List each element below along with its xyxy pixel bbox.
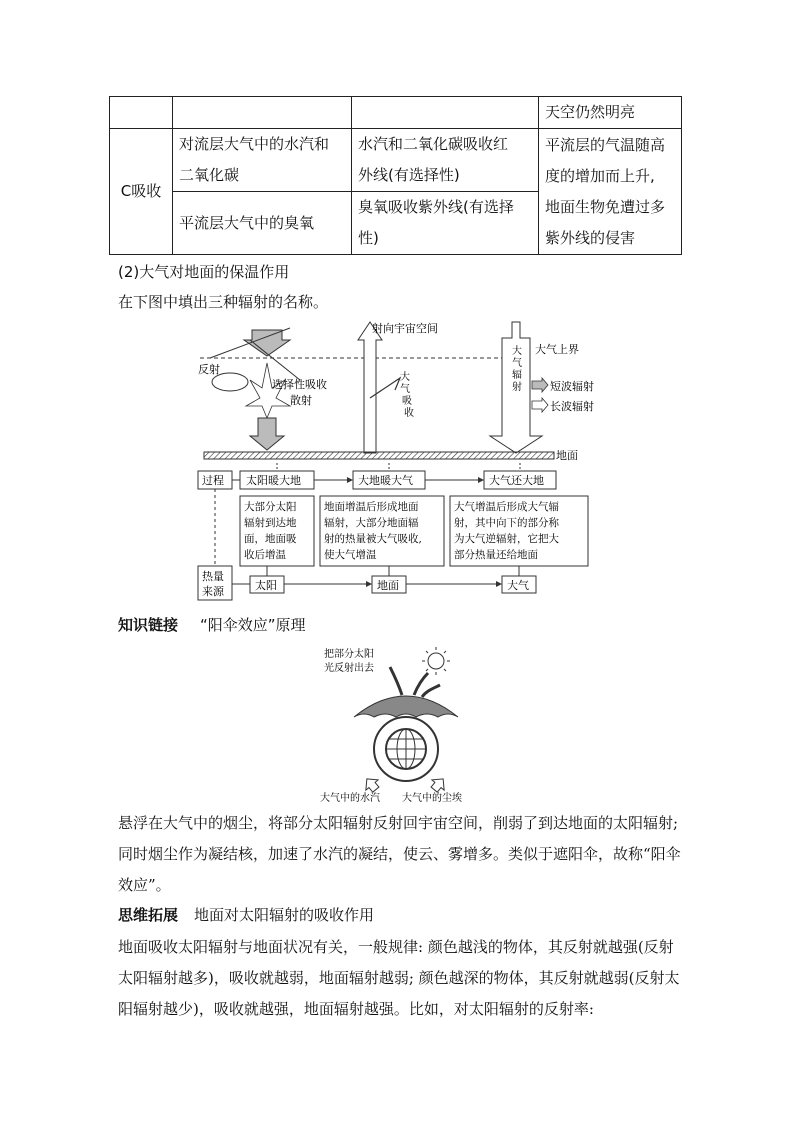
process-label: 过程 (202, 474, 224, 487)
table-cell-c-label (110, 129, 173, 255)
ground-absorption-text: 地面吸收太阳辐射与地面状况有关，一般规律: 颜色越浅的物体，其反射就越强(反射太阳辐射越多)，吸收就越弱，地面辐射越弱; 颜色越深的物体，其反射就越弱(反射太阳辐射越少)，吸收就越强，地面辐射越强。比如，对太阳辐射的反射率: (118, 938, 680, 1018)
atm-absorb-char: 收 (404, 408, 414, 419)
table-cell (110, 97, 173, 129)
section-heading: (2)大气对地面的保温作用 (118, 263, 290, 281)
umbrella-effect-diagram (310, 645, 480, 805)
c-absorb-label: C吸收 (120, 182, 162, 200)
table-cell-text: 天空仍然明亮 (545, 103, 636, 121)
dust-label: 大气中的尘埃 (402, 793, 462, 804)
to-space-label: 射向宇宙空间 (372, 322, 438, 335)
scatter-label: 散射 (290, 394, 312, 407)
atm-radiation-char: 辐 (512, 370, 522, 381)
umbrella-explanation: 悬浮在大气中的烟尘，将部分太阳辐射反射回宇宙空间，削弱了到达地面的太阳辐射; 同时烟尘作为凝结核，加速了水汽的凝结，使云、雾增多。类似于遮阳伞，故称“阳伞效应”。 (118, 814, 681, 894)
thinking-heading (118, 900, 374, 931)
reflect-text: 光反射出去 (324, 663, 374, 674)
reflect-arrow-icon (422, 685, 440, 697)
atm-radiation-char: 气 (512, 358, 522, 369)
step1-label: 太阳暖大地 (246, 474, 301, 487)
table-cell (173, 192, 352, 255)
atm-absorb-char: 气 (400, 384, 410, 395)
thinking-title: 地面对太阳辐射的吸收作用 (194, 906, 375, 924)
desc-line: 面，地面吸 (244, 533, 297, 545)
longwave-label: 长波辐射 (550, 400, 594, 413)
heat-source-label: 热量 (202, 570, 224, 583)
knowledge-heading (118, 610, 306, 641)
source-ground-label: 地面 (377, 579, 399, 592)
desc-line: 辐射，大部分地面辐 (324, 517, 419, 529)
reflect-arrow-icon (390, 667, 402, 695)
shortwave-legend-icon (532, 378, 548, 392)
desc-line: 部分热量还给地面 (454, 549, 538, 561)
vapor-arrow-icon (361, 774, 382, 795)
cell-line: 度的增加而上升, (545, 166, 655, 185)
arrow-head-icon (347, 477, 353, 483)
umbrella-icon (354, 696, 458, 717)
desc-line: 辐射到达地 (244, 517, 297, 529)
source-atm-label: 大气 (507, 579, 529, 592)
absorption-table (109, 96, 682, 255)
knowledge-label: 知识链接 (118, 616, 179, 634)
desc-line: 射的热量被大气吸收, (324, 533, 422, 545)
atm-absorb-char: 吸 (402, 396, 412, 407)
table-cell (173, 129, 352, 192)
table-cell (539, 97, 682, 129)
step3-label: 大气还大地 (489, 474, 544, 487)
table-row (110, 129, 682, 192)
cell-line: 地面生物免遭过多 (545, 197, 666, 216)
cell-line: 对流层大气中的水汽和 (179, 135, 330, 153)
sun-icon (422, 647, 450, 675)
reflect-text: 把部分太阳 (324, 649, 374, 660)
dust-arrow-icon (428, 774, 449, 795)
vapor-label: 大气中的水汽 (320, 793, 380, 804)
cell-line: 水汽和二氧化碳吸收红 (358, 135, 509, 153)
table-cell (539, 129, 682, 255)
table-row (110, 97, 682, 129)
desc-line: 射，其中向下的部分称 (454, 517, 559, 529)
heat-retention-diagram (190, 318, 610, 603)
heat-source-label: 来源 (202, 585, 224, 598)
atm-radiation-char: 射 (512, 382, 522, 393)
selective-absorption-label: 选择性吸收 (272, 378, 327, 391)
ground-radiation-arrow-icon (358, 322, 382, 453)
atm-radiation-char: 大 (512, 346, 522, 357)
table-cell (173, 97, 352, 129)
desc-line: 使大气增温 (324, 549, 377, 561)
source-sun-label: 太阳 (255, 579, 277, 592)
cell-line: 性) (358, 229, 379, 247)
atmosphere-top-label: 大气上界 (535, 343, 579, 356)
desc-line: 为大气逆辐射，它把大 (454, 533, 559, 545)
knowledge-title: “阳伞效应”原理 (200, 616, 306, 634)
thinking-label: 思维拓展 (118, 906, 179, 924)
desc-line: 收后增温 (244, 549, 286, 561)
instruction-text: 在下图中填出三种辐射的名称。 (118, 293, 329, 311)
cell-line: 平流层的气温随高 (545, 135, 666, 154)
desc-line: 大部分太阳 (244, 501, 297, 513)
longwave-legend-icon (532, 398, 548, 412)
desc-line: 大气增温后形成大气辐 (454, 501, 559, 513)
shortwave-label: 短波辐射 (550, 380, 594, 393)
table-cell (352, 129, 539, 192)
cell-line: 平流层大气中的臭氧 (179, 213, 315, 232)
cell-line: 二氧化碳 (179, 166, 240, 184)
cloud-icon (212, 373, 248, 391)
arrow-head-icon (366, 581, 372, 587)
step2-label: 大地暖大气 (358, 474, 413, 487)
reflect-label: 反射 (198, 363, 220, 376)
arrow-head-icon (496, 581, 502, 587)
table-cell (352, 97, 539, 129)
desc-line: 地面增温后形成地面 (324, 501, 419, 513)
cell-line: 臭氧吸收紫外线(有选择 (358, 198, 514, 216)
globe-icon (386, 729, 426, 769)
shortwave-down-arrow-icon (250, 418, 284, 450)
table-cell (352, 192, 539, 255)
arrow-head-icon (478, 477, 484, 483)
ground-bar (204, 452, 554, 459)
atm-absorb-char: 大 (400, 372, 410, 383)
ground-label: 地面 (556, 449, 578, 462)
cell-line: 紫外线的侵害 (545, 228, 636, 247)
cell-line: 外线(有选择性) (358, 166, 460, 184)
